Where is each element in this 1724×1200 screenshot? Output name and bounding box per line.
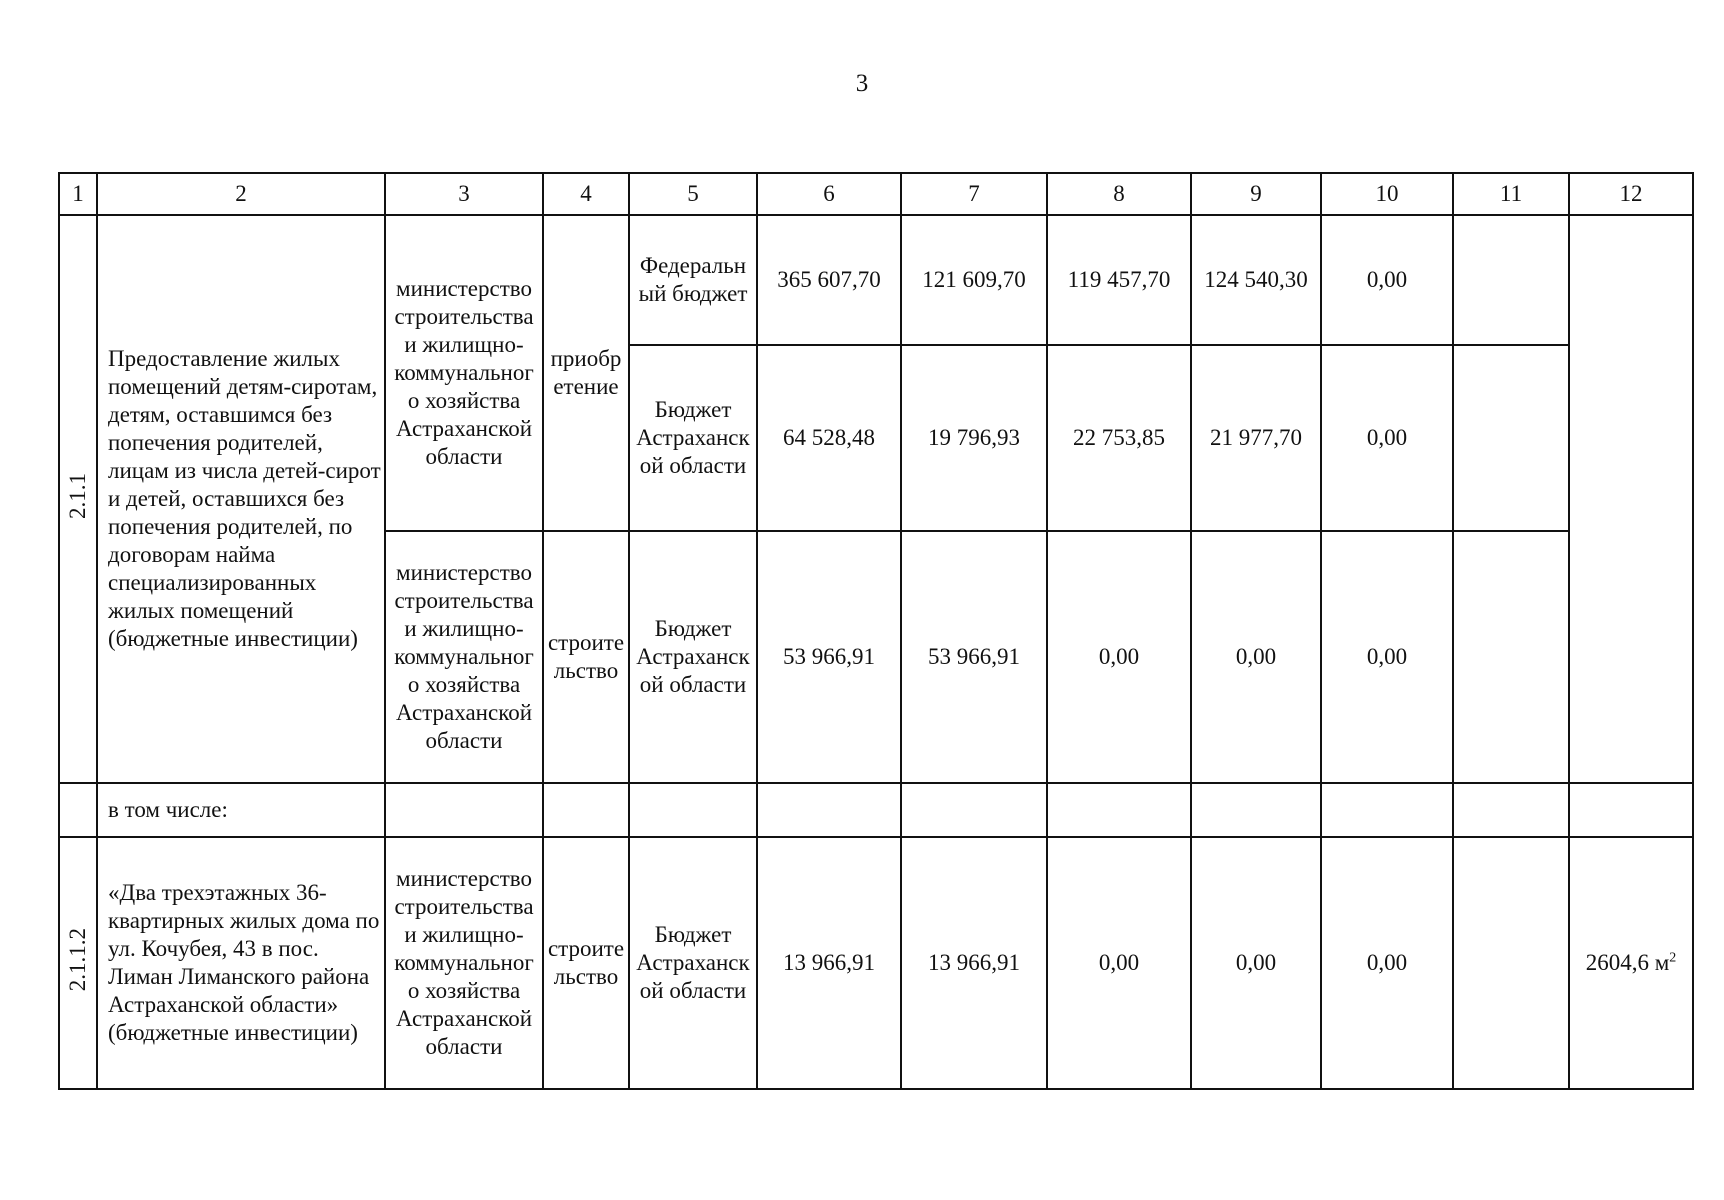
- empty-cell: [901, 783, 1047, 837]
- type-cell: строительство: [543, 531, 629, 783]
- source-cell: Бюджет Астраханской области: [629, 531, 757, 783]
- table-row: [59, 837, 1693, 1089]
- value-cell: 21 977,70: [1191, 345, 1321, 531]
- empty-cell: [543, 783, 629, 837]
- header-cell: 8: [1047, 173, 1191, 215]
- header-cell: 7: [901, 173, 1047, 215]
- header-cell: 6: [757, 173, 901, 215]
- row-number: 2.1.1: [65, 472, 90, 519]
- executor-cell: министерство строительства и жилищно-коммунального хозяйства Астраханской области: [385, 215, 543, 531]
- header-cell: 2: [97, 173, 385, 215]
- value-cell: 13 966,91: [901, 837, 1047, 1089]
- value-cell: 0,00: [1321, 837, 1453, 1089]
- table-header-row: [59, 173, 1693, 215]
- empty-cell: [629, 783, 757, 837]
- empty-cell: [1569, 215, 1693, 783]
- value-cell: 124 540,30: [1191, 215, 1321, 345]
- value-cell: 53 966,91: [757, 531, 901, 783]
- value-cell: 53 966,91: [901, 531, 1047, 783]
- type-cell: приобретение: [543, 215, 629, 531]
- header-cell: 11: [1453, 173, 1569, 215]
- including-label: в том числе:: [97, 783, 385, 837]
- empty-cell: [1569, 783, 1693, 837]
- measure-name-cell: «Два трехэтажных 36-квартирных жилых дома по ул. Кочубея, 43 в пос. Лиман Лиманского района Астраханской области» (бюджетные инвестиции): [97, 837, 385, 1089]
- page-number: 3: [855, 70, 869, 97]
- measure-name-cell: Предоставление жилых помещений детям-сиротам, детям, оставшимся без попечения родителей, лицам из числа детей-сирот и детей, оставшихся без попечения родителей, по договорам найма специализированных жилых помещений (бюджетные инвестиции): [97, 215, 385, 783]
- empty-cell: [385, 783, 543, 837]
- empty-cell: [757, 783, 901, 837]
- value-cell: 19 796,93: [901, 345, 1047, 531]
- value-cell: 0,00: [1047, 531, 1191, 783]
- value-cell: 64 528,48: [757, 345, 901, 531]
- table-row: [59, 783, 1693, 837]
- source-cell: Бюджет Астраханской области: [629, 837, 757, 1089]
- value-cell: 0,00: [1047, 837, 1191, 1089]
- header-cell: 1: [59, 173, 97, 215]
- value-cell: 0,00: [1321, 531, 1453, 783]
- source-cell: Федеральный бюджет: [629, 215, 757, 345]
- executor-cell: министерство строительства и жилищно-коммунального хозяйства Астраханской области: [385, 837, 543, 1089]
- value-cell: 0,00: [1321, 215, 1453, 345]
- value-cell: 365 607,70: [757, 215, 901, 345]
- header-cell: 9: [1191, 173, 1321, 215]
- empty-cell: [1453, 783, 1569, 837]
- empty-cell: [1321, 783, 1453, 837]
- header-cell: 3: [385, 173, 543, 215]
- area-cell: [1569, 837, 1693, 1089]
- value-cell: 0,00: [1321, 345, 1453, 531]
- header-cell: 12: [1569, 173, 1693, 215]
- table-row: [59, 215, 1693, 345]
- value-cell: 121 609,70: [901, 215, 1047, 345]
- type-cell: строительство: [543, 837, 629, 1089]
- header-cell: 4: [543, 173, 629, 215]
- header-cell: 5: [629, 173, 757, 215]
- row-number-cell: [59, 837, 97, 1089]
- empty-cell: [1453, 345, 1569, 531]
- empty-cell: [1191, 783, 1321, 837]
- empty-cell: [1453, 215, 1569, 345]
- source-cell: Бюджет Астраханской области: [629, 345, 757, 531]
- empty-cell: [1453, 837, 1569, 1089]
- value-cell: 0,00: [1191, 531, 1321, 783]
- empty-cell: [1047, 783, 1191, 837]
- executor-cell: министерство строительства и жилищно-коммунального хозяйства Астраханской области: [385, 531, 543, 783]
- value-cell: 119 457,70: [1047, 215, 1191, 345]
- value-cell: 22 753,85: [1047, 345, 1191, 531]
- area-unit-exponent: 2: [1669, 950, 1677, 966]
- row-number-cell: [59, 215, 97, 783]
- header-cell: 10: [1321, 173, 1453, 215]
- empty-cell: [59, 783, 97, 837]
- empty-cell: [1453, 531, 1569, 783]
- row-number: 2.1.1.2: [65, 927, 90, 992]
- value-cell: 13 966,91: [757, 837, 901, 1089]
- area-value: 2604,6 м: [1585, 950, 1670, 975]
- budget-table: [58, 172, 1694, 1090]
- value-cell: 0,00: [1191, 837, 1321, 1089]
